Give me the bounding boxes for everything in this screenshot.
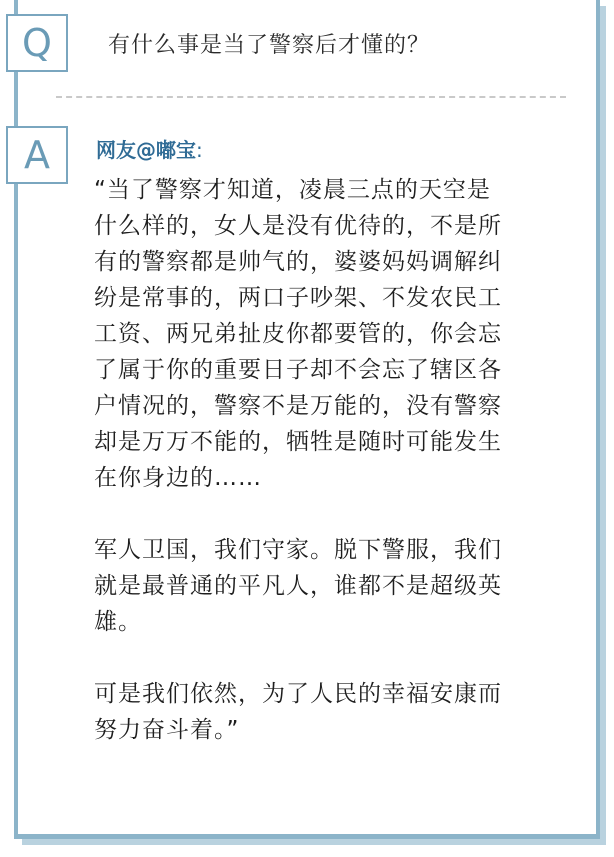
answer-paragraph-1: “当了警察才知道，凌晨三点的天空是 什么样的，女人是没有优待的，不是所 有的警察都是帅气的，婆婆妈妈调解纠 纷是常事的，两口子吵架、不发农民工 工资、两兄弟扯皮你都要管的，你会忘 了属于你的重要日子却不会忘了辖区各 户情况的，警察不是万能的，没有警察 却是万万不能的，牺牲是随时可能发生 在你身边的…… <box>94 177 502 491</box>
answer-paragraph-2: 军人卫国，我们守家。脱下警服，我们 就是最普通的平凡人，谁都不是超级英 雄。 <box>94 537 502 635</box>
frame-border-bottom <box>14 834 600 839</box>
question-text: 有什么事是当了警察后才懂的？ <box>108 33 431 58</box>
question-label-box: Q <box>6 14 68 72</box>
frame-shadow-bottom <box>22 839 606 845</box>
answer-author: 网友@嘟宝 <box>96 138 196 162</box>
answer-label-box: A <box>6 126 68 184</box>
answer-body <box>94 172 574 748</box>
answer-author-line <box>96 134 203 163</box>
frame-border-right <box>596 0 600 839</box>
dashed-divider <box>56 96 566 98</box>
answer-author-colon: : <box>196 138 203 162</box>
answer-paragraph-3: 可是我们依然，为了人民的幸福安康而 努力奋斗着。” <box>94 681 502 743</box>
frame-shadow-right <box>600 6 606 845</box>
